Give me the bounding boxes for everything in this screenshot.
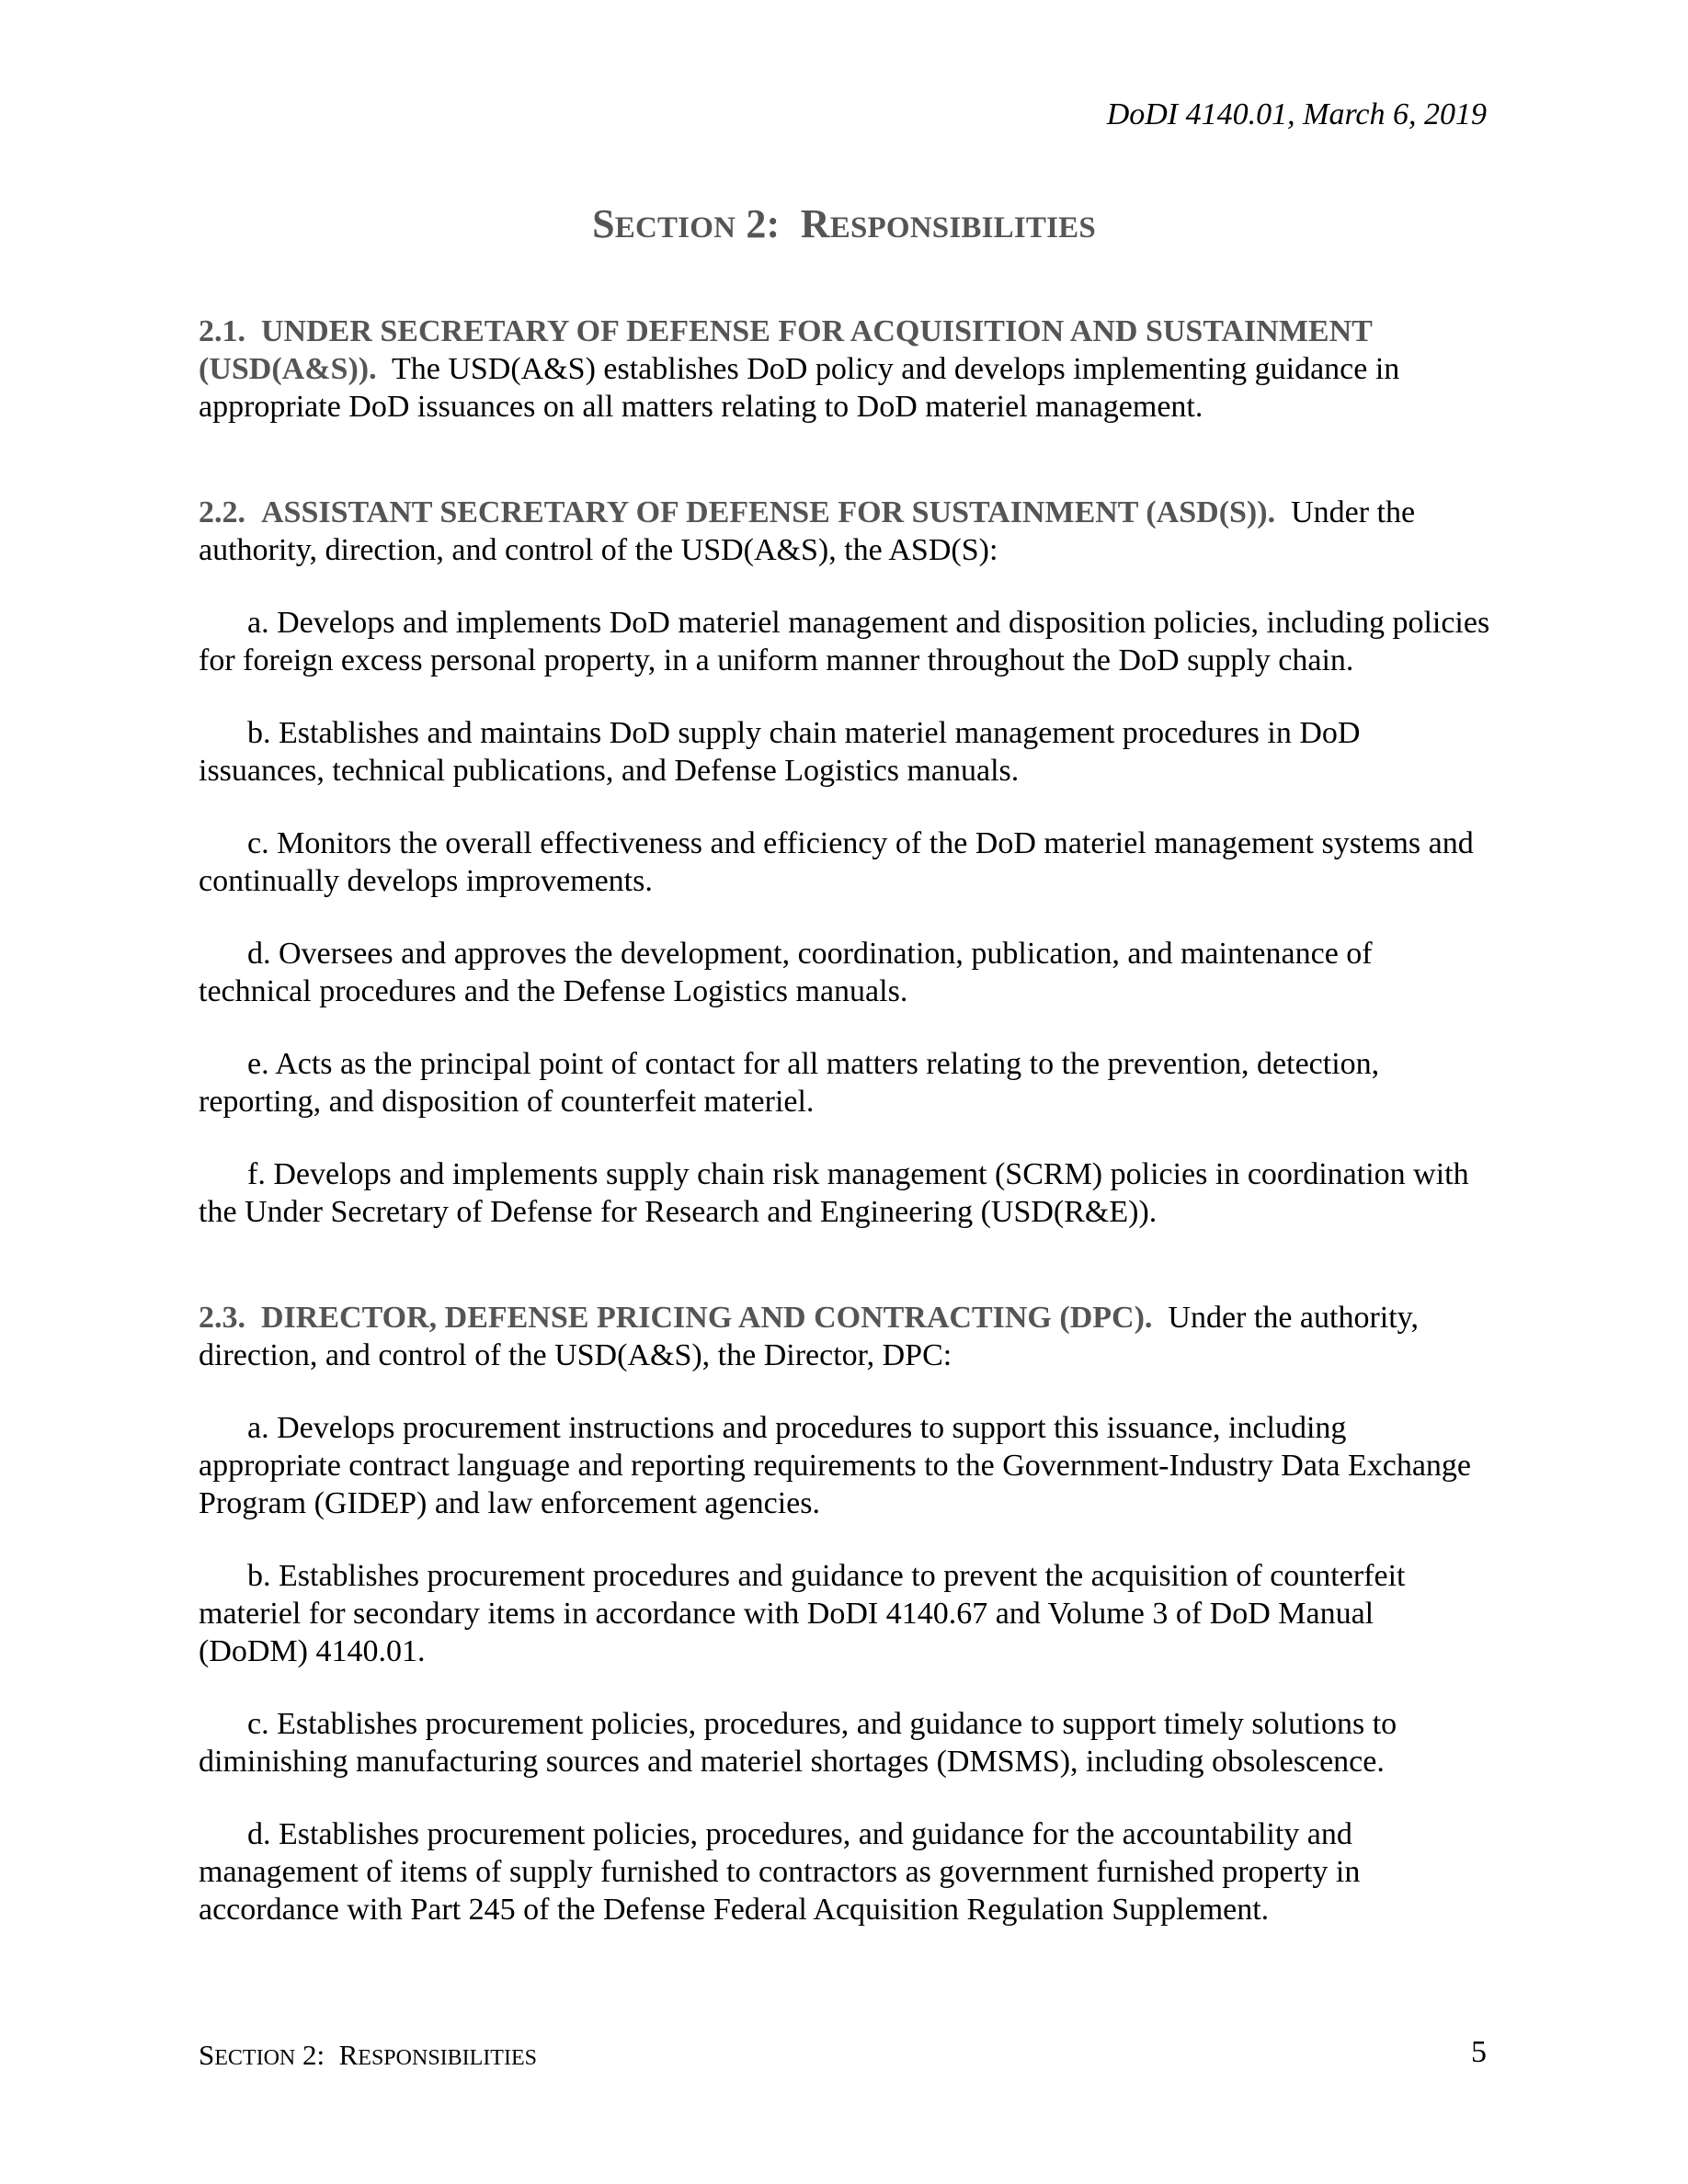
- section-heading: UNDER SECRETARY OF DEFENSE FOR ACQUISITION AND SUSTAINMENT (USD(A&S)).: [199, 314, 1373, 386]
- document-reference: DoDI 4140.01, March 6, 2019: [1106, 97, 1487, 131]
- list-item: b. Establishes and maintains DoD supply chain materiel management procedures in DoD issuances, technical publications, and Defense Logistics manuals.: [199, 716, 1361, 788]
- section-number: 2.2.: [199, 495, 245, 529]
- section-body: The USD(A&S) establishes DoD policy and develops implementing guidance in appropriate DoD issuances on all matters relating to DoD materiel management.: [199, 352, 1400, 424]
- document-body: [199, 313, 1490, 1963]
- list-item: c. Establishes procurement policies, procedures, and guidance to support timely solutions to diminishing manufacturing sources and materiel shortages (DMSMS), including obsolescence.: [199, 1707, 1397, 1779]
- list-item: c. Monitors the overall effectiveness and efficiency of the DoD materiel management systems and continually develops improvements.: [199, 826, 1474, 898]
- footer-section-label: SECTION 2: RESPONSIBILITIES: [199, 2039, 537, 2071]
- list-item: a. Develops procurement instructions and procedures to support this issuance, including appropriate contract language and reporting requirements to the Government-Industry Data Exchange Program (GIDEP) and law enforcement agencies.: [199, 1411, 1472, 1520]
- section-title: SECTION 2: RESPONSIBILITIES: [592, 201, 1096, 246]
- list-item: b. Establishes procurement procedures and guidance to prevent the acquisition of counterfeit materiel for secondary items in accordance with DoDI 4140.67 and Volume 3 of DoD Manual (DoDM) 4140.01.: [199, 1559, 1406, 1668]
- section-body: Under the authority, direction, and control of the USD(A&S), the Director, DPC:: [199, 1301, 1419, 1372]
- list-item: d. Establishes procurement policies, procedures, and guidance for the accountability and management of items of supply furnished to contractors as government furnished property in accordance with Part 245 of the Defense Federal Acquisition Regulation Supplement.: [199, 1817, 1361, 1927]
- section-2-2: [199, 494, 1490, 569]
- list-item: e. Acts as the principal point of contact for all matters relating to the prevention, detection, reporting, and disposition of counterfeit materiel.: [199, 1047, 1380, 1119]
- section-2-3: [199, 1299, 1490, 1374]
- section-heading: ASSISTANT SECRETARY OF DEFENSE FOR SUSTAINMENT (ASD(S)).: [261, 495, 1276, 529]
- section-number: 2.3.: [199, 1301, 245, 1335]
- section-heading: DIRECTOR, DEFENSE PRICING AND CONTRACTING (DPC).: [261, 1301, 1153, 1335]
- list-item: d. Oversees and approves the development, coordination, publication, and maintenance of technical procedures and the Defense Logistics manuals.: [199, 937, 1373, 1008]
- page-number: 5: [1471, 2035, 1487, 2069]
- section-body: Under the authority, direction, and control of the USD(A&S), the ASD(S):: [199, 495, 1416, 567]
- list-item: f. Develops and implements supply chain risk management (SCRM) policies in coordination with the Under Secretary of Defense for Research and Engineering (USD(R&E)).: [199, 1157, 1469, 1229]
- section-number: 2.1.: [199, 314, 245, 348]
- list-item: a. Develops and implements DoD materiel management and disposition policies, including policies for foreign excess personal property, in a uniform manner throughout the DoD supply chain.: [199, 606, 1490, 677]
- section-2-1: [199, 313, 1490, 426]
